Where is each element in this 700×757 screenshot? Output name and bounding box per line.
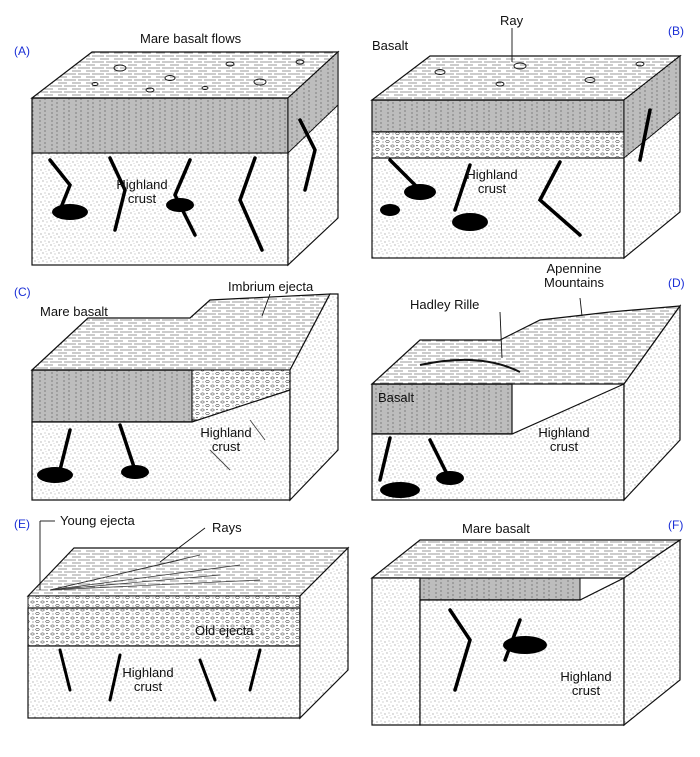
panel-c-mare-basalt-label: Mare basalt (40, 304, 108, 319)
panel-d-basalt-label: Basalt (378, 390, 415, 405)
panel-c-highland-label: Highland crust (200, 425, 252, 455)
panel-d-highland-label: Highland crust (538, 425, 590, 455)
panel-d-diagram (372, 298, 680, 500)
panel-f-letter: (F) (668, 518, 684, 532)
panel-a-diagram (32, 52, 338, 265)
panel-f-basalt-pond (420, 578, 580, 600)
panel-b-diagram (372, 28, 680, 258)
panel-c-diagram (32, 294, 338, 500)
panel-d-hadley-label: Hadley Rille (410, 297, 480, 312)
panel-f-magma-pockets (503, 636, 547, 654)
panel-e-old-label: Old ejecta (195, 623, 254, 638)
panel-b-basalt-label: Basalt (372, 38, 409, 53)
panel-e-rays-label: Rays (212, 520, 242, 535)
panel-b-highland-label: Highland crust (466, 167, 518, 197)
panel-a-letter: (A) (14, 44, 30, 58)
panel-c-imbrium-label: Imbrium ejecta (228, 279, 314, 294)
panel-e-diagram (28, 521, 348, 718)
panel-e-old-ejecta (28, 608, 300, 646)
panel-c-letter: (C) (14, 285, 31, 299)
panel-d-letter: (D) (668, 276, 685, 290)
panel-b-ray-layer (372, 132, 624, 158)
panel-e-young-label: Young ejecta (60, 513, 135, 528)
panel-a-basalt-layers (32, 98, 288, 153)
panel-b-basalt-layers (372, 100, 624, 132)
panel-a-top-surface (32, 52, 338, 98)
panel-b-letter: (B) (668, 24, 684, 38)
panel-f-mare-basalt-label: Mare basalt (462, 521, 530, 536)
panel-d-apennine-leader (580, 298, 582, 316)
panel-f-highland-label: Highland crust (560, 669, 612, 699)
panel-f-diagram (372, 540, 680, 725)
panel-e-letter: (E) (14, 517, 30, 531)
panel-e-highland-label: Highland crust (122, 665, 174, 695)
panel-a-title: Mare basalt flows (140, 31, 242, 46)
panel-b-ray-label: Ray (500, 13, 524, 28)
panel-c-basalt-layers (32, 370, 192, 422)
panel-d-apennine-label: Apennine Mountains (544, 261, 604, 291)
panel-e-young-ejecta (28, 596, 300, 608)
panel-a-highland-label: Highland crust (116, 177, 168, 207)
panel-f-basin-wall (372, 578, 420, 725)
